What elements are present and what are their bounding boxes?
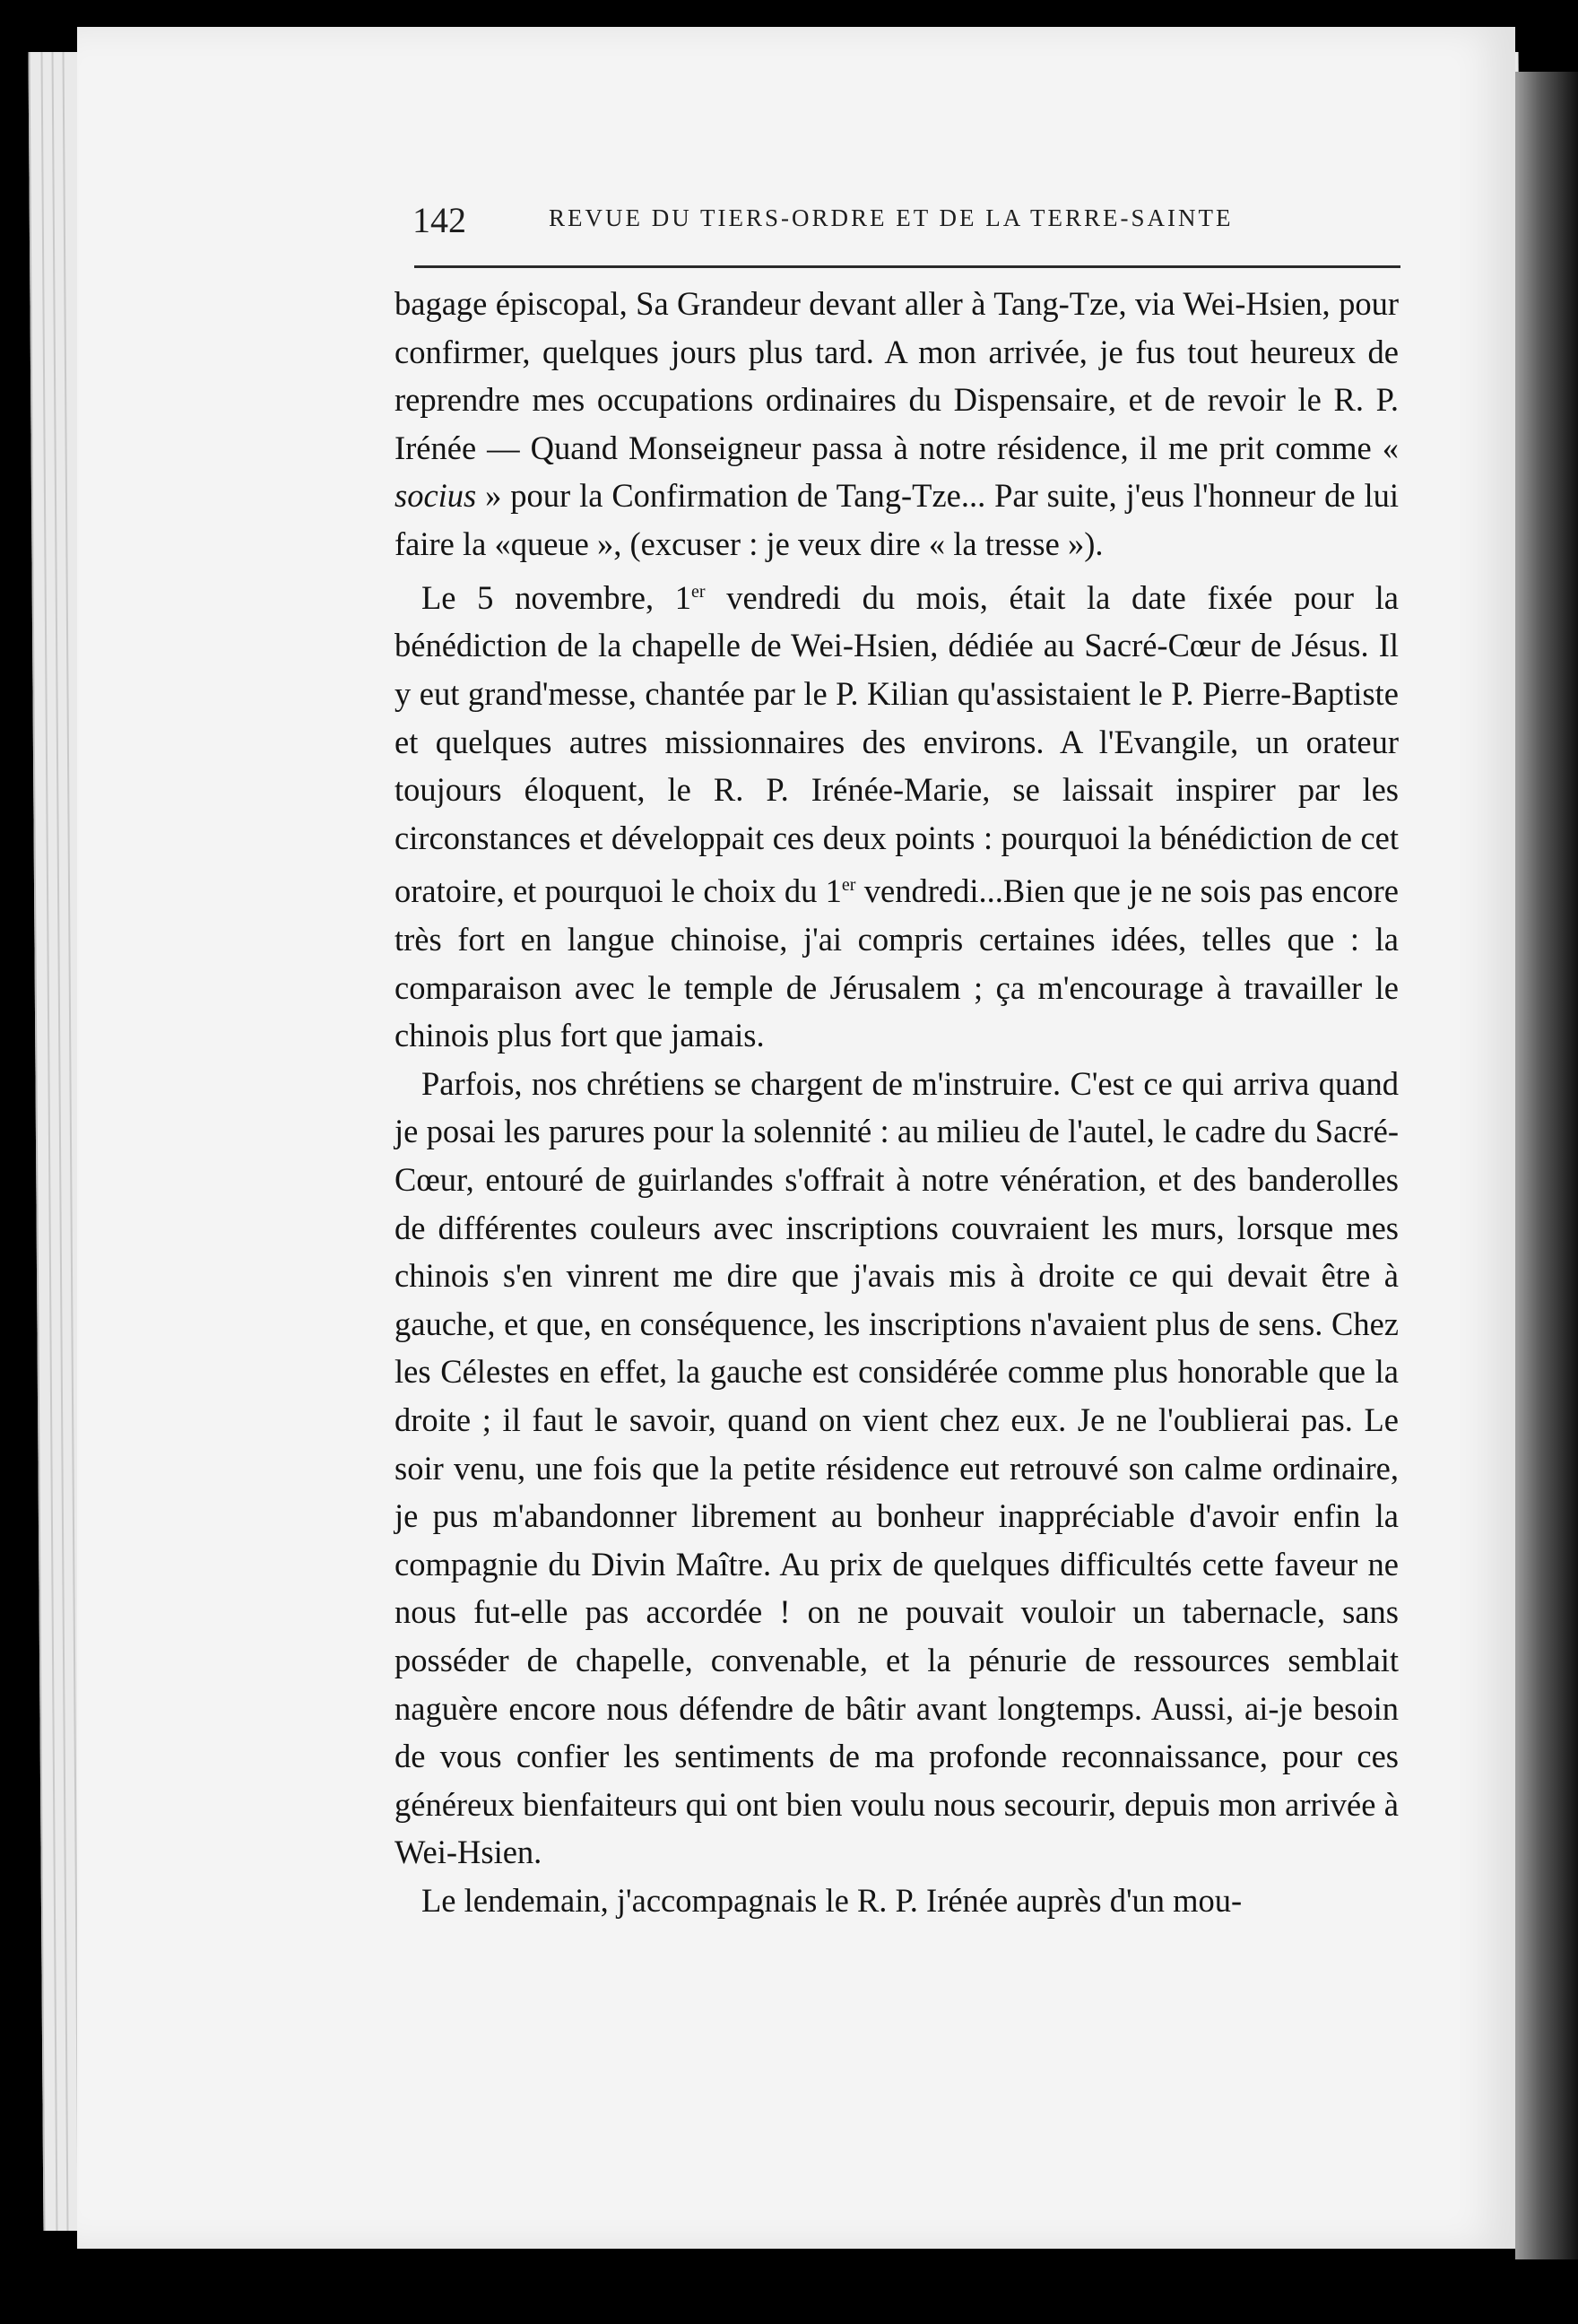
paragraph-1-text-start: bagage épiscopal, Sa Grandeur devant aller à Tang-Tze, via Wei-Hsien, pour confirmer, quelques jours plus tard. A mon arrivée, je fus tout heureux de reprendre mes occupations ordinaires du Dispensaire, et de revoir le R. P. Irénée — Quand Monseigneur passa à notre résidence, il me prit comme « xyxy=(394,285,1399,466)
book-gutter-shadow xyxy=(1515,72,1578,2259)
italic-term: socius xyxy=(394,477,477,515)
paragraph-3: Parfois, nos chrétiens se chargent de m'instruire. C'est ce qui arriva quand je posai les parures pour la solennité : au milieu de l'autel, le cadre du Sacré-Cœur, entouré de guirlandes s'offrait à notre vénération, et des banderolles de différentes couleurs avec inscriptions couvraient les murs, lorsque mes chinois s'en vinrent me dire que j'avais mis à droite ce qui devait être à gauche, et que, en conséquence, les inscriptions n'avaient plus de sens. Chez les Célestes en effet, la gauche est considérée comme plus honorable que la droite ; il faut le savoir, quand on vient chez eux. Je ne l'oublierai pas. Le soir venu, une fois que la petite résidence eut retrouvé son calme ordinaire, je pus m'abandonner librement au bonheur inappréciable d'avoir enfin la compagnie du Divin Maître. Au prix de quelques difficultés cette faveur ne nous fut-elle pas accordée ! on ne pouvait vouloir un tabernacle, sans posséder de chapelle, convenable, et la pénurie de ressources semblait naguère encore nous défendre de bâtir avant longtemps. Aussi, ai-je besoin de vous confier les sentiments de ma profonde reconnaissance, pour ces généreux bienfaiteurs qui ont bien voulu nous secourir, depuis mon arrivée à Wei-Hsien. xyxy=(394,1064,1399,1871)
paragraph-2 xyxy=(394,568,1399,1060)
paragraph-2-text-c: vendredi...Bien que je ne sois pas encore très fort en langue chinoise, j'ai compris certaines idées, telles que : la comparaison avec le temple de Jérusalem ; ça m'encourage à travailler le chinois plus fort que jamais. xyxy=(394,872,1399,1054)
page-number: 142 xyxy=(412,200,466,240)
paragraph-1-text-end: » pour la Confirmation de Tang-Tze... Par suite, j'eus l'honneur de lui faire la «queue », (excuser : je veux dire « la tresse »). xyxy=(394,477,1399,562)
paragraph-2-text-b: vendredi du mois, était la date fixée pour la bénédiction de la chapelle de Wei-Hsien, dédiée au Sacré-Cœur de Jésus. Il y eut grand'messe, chantée par le P. Kilian qu'assistaient le P. Pierre-Baptiste et quelques autres missionnaires des environs. A l'Evangile, un orateur toujours éloquent, le R. P. Irénée-Marie, se laissait inspirer par les circonstances et développait ces deux points : pourquoi la bénédiction de cet oratoire, et pourquoi le choix du 1 xyxy=(394,578,1399,910)
paragraph-2-text-a: Le 5 novembre, 1 xyxy=(421,578,692,616)
paragraph-1 xyxy=(394,280,1399,568)
header-rule xyxy=(414,265,1400,268)
ordinal-superscript: er xyxy=(691,581,706,602)
body-text xyxy=(394,280,1399,1925)
ordinal-superscript: er xyxy=(841,875,856,896)
paragraph-4: Le lendemain, j'accompagnais le R. P. Irénée auprès d'un mou- xyxy=(421,1881,1243,1919)
running-head: REVUE DU TIERS-ORDRE ET DE LA TERRE-SAINTE xyxy=(549,204,1234,231)
page-header xyxy=(412,199,1399,253)
